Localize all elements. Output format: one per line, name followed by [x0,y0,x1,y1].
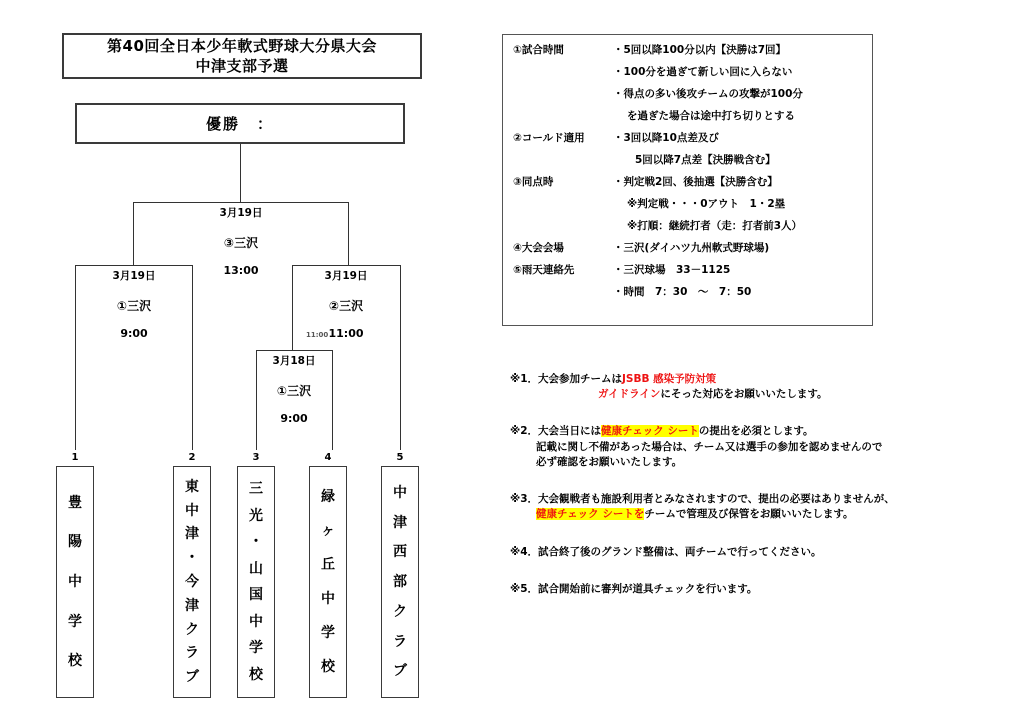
emphasis-text: JSBB 感染予防対策 [622,373,717,385]
team-2-char: ラ [185,645,199,662]
rule-value-line: ・5回以降100分以内【決勝は7回】 [613,44,787,56]
bracket-line-semi1-left-leg [75,265,76,450]
team-4-char: 緑 [321,489,335,505]
rule-value-line: ※判定戦・・・0アウト 1・2塁 [627,198,786,210]
match-semi1-place: ①三沢 [116,298,152,313]
bracket-line-champion-stem [240,144,241,202]
note-2 [510,424,910,470]
note-line [510,582,910,597]
note-line [510,455,910,470]
rule-value-line: ・三沢球場 33－1125 [613,264,731,276]
team-seed-5: 5 [396,452,404,463]
team-5-char: 中 [393,484,407,501]
rule-key: ③同点時 [513,176,554,188]
match-final-place: ③三沢 [223,235,259,250]
note-text: ※4．試合終了後のグランド整備は、両チームで行ってください。 [510,545,822,558]
note-text: 必ず確認をお願いいたします。 [536,455,683,468]
team-3-char: 学 [249,640,263,657]
team-2-char: ク [185,621,199,638]
team-4-char: 学 [321,625,335,641]
tournament-title-line-2: 中津支部予選 [195,57,289,75]
team-seed-4: 4 [324,452,332,463]
match-first1-place: ①三沢 [276,383,312,398]
note-line [510,507,910,522]
rule-value-line: ・判定戦2回、後抽選【決勝含む】 [613,176,778,188]
rule-values [613,177,866,232]
team-4-char: 丘 [321,557,335,573]
rule-value-line: ・3回以降10点差及び [613,132,719,144]
team-5-char: ラ [393,633,407,650]
bracket-line-semi2-crossbar [292,265,400,266]
team-5-char: 津 [393,514,407,531]
notes-section [510,372,910,619]
bracket-line-semi2-left-leg [292,265,293,350]
team-1-char: 陽 [68,534,82,551]
note-5 [510,582,910,597]
team-2-char: 東 [185,478,199,495]
note-text: チームで管理及び保管をお願いいたします。 [644,508,854,521]
note-line [510,372,910,387]
rule-value-line: 5回以降7点差【決勝戦含む】 [635,154,776,166]
bracket-line-first1-crossbar [256,350,332,351]
team-1-char: 校 [68,653,82,670]
team-4-char: 校 [321,659,335,675]
team-3-char: 中 [249,613,263,630]
team-3-char: 校 [249,666,263,683]
rule-values [613,133,866,166]
team-3-char: ・ [249,534,263,551]
rule-row [513,243,866,254]
note-4 [510,545,910,560]
tournament-title-box [62,33,422,79]
note-text: ※1．大会参加チームは [510,373,623,385]
team-2-char: ブ [185,669,199,686]
note-text: 記載に関し不備があった場合は、チーム又は選手の参加を認めませんので [536,440,883,453]
rule-key: ②コールド適用 [513,132,585,144]
team-5-char: ブ [393,663,407,680]
note-line [510,440,910,455]
rule-value-line: を過ぎた場合は途中打ち切りとする [627,110,795,122]
match-semi1 [84,271,184,339]
match-semi2 [296,271,396,339]
team-1-char: 中 [68,573,82,590]
team-box-2 [173,466,211,698]
note-line [510,492,910,507]
team-3-char: 国 [249,587,263,604]
rule-value-line: ・三沢(ダイハツ九州軟式野球場) [613,242,770,254]
match-first1-date: 3月18日 [272,355,316,367]
team-box-1 [56,466,94,698]
bracket-line-final-left-leg [133,202,134,265]
team-1-char: 学 [68,613,82,630]
match-final-time: 13:00 [223,263,259,277]
team-2-char: 今 [185,573,199,590]
team-3-char: 三 [249,481,263,498]
team-4-char: 中 [321,591,335,607]
note-line [510,545,910,560]
note-text: ※5．試合開始前に審判が道具チェックを行います。 [510,582,758,595]
note-text: にそった対応をお願いいたします。 [660,388,828,401]
team-seed-1: 1 [71,452,79,463]
rule-row [513,45,866,122]
rule-row [513,265,866,298]
team-2-char: ・ [185,550,199,567]
match-semi2-secondary-time: 11:00 [306,331,329,339]
team-4-char: ヶ [321,523,335,539]
team-box-4 [309,466,347,698]
rule-values [613,243,866,254]
note-3 [510,492,910,522]
highlighted-text: 健康チェック シートを [536,508,645,521]
rule-key: ④大会会場 [513,242,564,254]
team-seed-2: 2 [188,452,196,463]
match-first1 [244,356,344,424]
match-semi1-date: 3月19日 [112,270,156,282]
match-semi2-time: 11:00 [328,326,364,340]
emphasis-text: ガイドライン [598,388,661,401]
champion-box [75,103,405,144]
match-semi2-date: 3月19日 [324,270,368,282]
team-5-char: ク [393,603,407,620]
team-2-char: 津 [185,526,199,543]
bracket-line-semi2-right-leg [400,265,401,450]
team-1-char: 豊 [68,494,82,511]
note-text: ※2．大会当日には [510,425,602,438]
bracket-line-semi1-crossbar [75,265,192,266]
bracket-line-semi1-right-leg [192,265,193,450]
highlighted-text: 健康チェック シート [601,425,699,438]
match-first1-time: 9:00 [280,411,308,425]
note-1 [510,372,910,402]
team-5-char: 部 [393,574,407,590]
match-semi1-time: 9:00 [120,326,148,340]
note-line [510,424,910,439]
note-text: の提出を必須とします。 [698,425,814,438]
rule-value-line: ・時間 7：30 ～ 7：50 [613,286,752,298]
team-3-char: 山 [249,560,263,577]
rule-values [613,265,866,298]
team-seed-3: 3 [252,452,260,463]
rule-key: ⑤雨天連絡先 [513,264,575,276]
team-2-char: 津 [185,597,199,614]
team-box-5 [381,466,419,698]
team-2-char: 中 [185,502,199,519]
team-5-char: 西 [393,544,407,561]
champion-label: 優勝 ： [205,115,274,133]
rule-row [513,177,866,232]
note-line [510,387,910,402]
bracket-line-final-right-leg [348,202,349,265]
rules-box [502,34,873,326]
match-final [191,208,291,276]
tournament-title-line-1: 第40回全日本少年軟式野球大分県大会 [107,36,377,55]
rule-key: ①試合時間 [513,44,564,56]
rule-value-line: ・100分を過ぎて新しい回に入らない [613,66,793,78]
match-final-date: 3月19日 [219,207,263,219]
note-text: ※3．大会観戦者も施設利用者とみなされますので、提出の必要はありませんが、 [510,493,895,506]
team-box-3 [237,466,275,698]
rule-row [513,133,866,166]
rule-value-line: ※打順：継続打者（走：打者前3人） [627,220,803,232]
rule-values [613,45,866,122]
match-semi2-place: ②三沢 [328,298,364,313]
rule-value-line: ・得点の多い後攻チームの攻撃が100分 [613,88,803,100]
team-3-char: 光 [249,507,263,524]
bracket-line-final-crossbar [133,202,348,203]
